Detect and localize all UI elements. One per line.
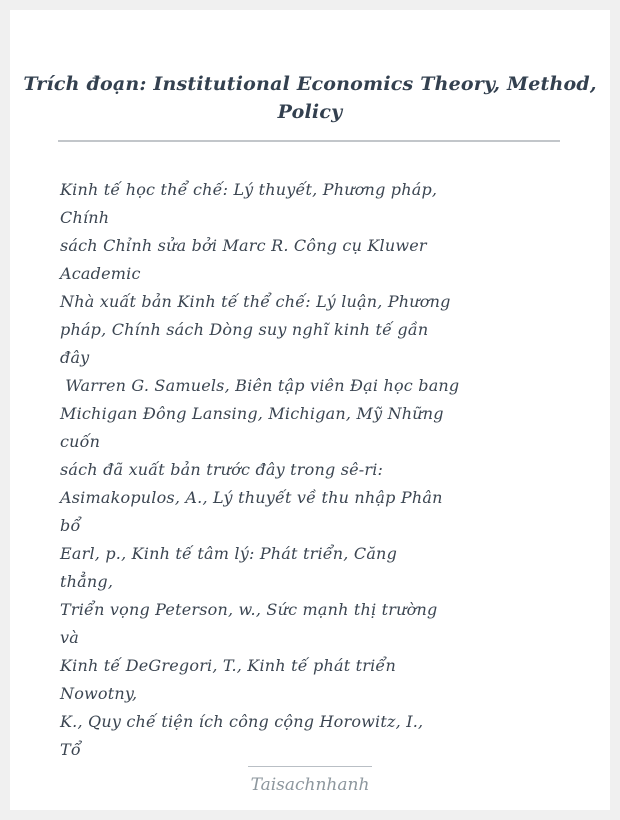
body-line: Warren G. Samuels, Biên tập viên Đại học bang: [60, 376, 460, 395]
body-line: sách đã xuất bản trước đây trong sê-ri:: [60, 460, 384, 479]
body-line: K., Quy chế tiện ích công cộng Horowitz, I.,: [60, 712, 424, 731]
footer-brand: Taisachnhanh: [250, 775, 370, 795]
body-line: Michigan Đông Lansing, Michigan, Mỹ Những: [60, 404, 444, 423]
body-line: Kinh tế học thể chế: Lý thuyết, Phương pháp,: [60, 180, 438, 199]
body-line: sách Chỉnh sửa bởi Marc R. Công cụ Kluwer: [60, 236, 427, 255]
body-line: Kinh tế DeGregori, T., Kinh tế phát triển: [60, 656, 396, 675]
body-line: cuốn: [60, 432, 101, 451]
body-line: Earl, p., Kinh tế tâm lý: Phát triển, Căng: [60, 544, 398, 563]
body-line: Triển vọng Peterson, w., Sức mạnh thị trường: [60, 600, 438, 619]
title-divider: [58, 140, 560, 142]
body-line: Nowotny,: [60, 684, 138, 703]
footer-divider: [248, 766, 372, 767]
body-line: Nhà xuất bản Kinh tế thể chế: Lý luận, Phương: [60, 292, 451, 311]
document-page: [10, 10, 610, 810]
body-line: Asimakopulos, A., Lý thuyết về thu nhập Phân: [60, 488, 443, 507]
body-text: [60, 176, 570, 764]
body-line: thẳng,: [60, 572, 114, 591]
body-line: và: [60, 628, 79, 647]
body-line: Academic: [60, 264, 141, 283]
footer: [10, 766, 610, 796]
body-line: bổ: [60, 516, 81, 535]
body-line: Tổ: [60, 740, 81, 759]
body-line: đây: [60, 348, 90, 367]
body-line: Chính: [60, 208, 110, 227]
body-line: pháp, Chính sách Dòng suy nghĩ kinh tế gần: [60, 320, 429, 339]
page-title: Trích đoạn: Institutional Economics Theory, Method, Policy: [23, 73, 597, 123]
